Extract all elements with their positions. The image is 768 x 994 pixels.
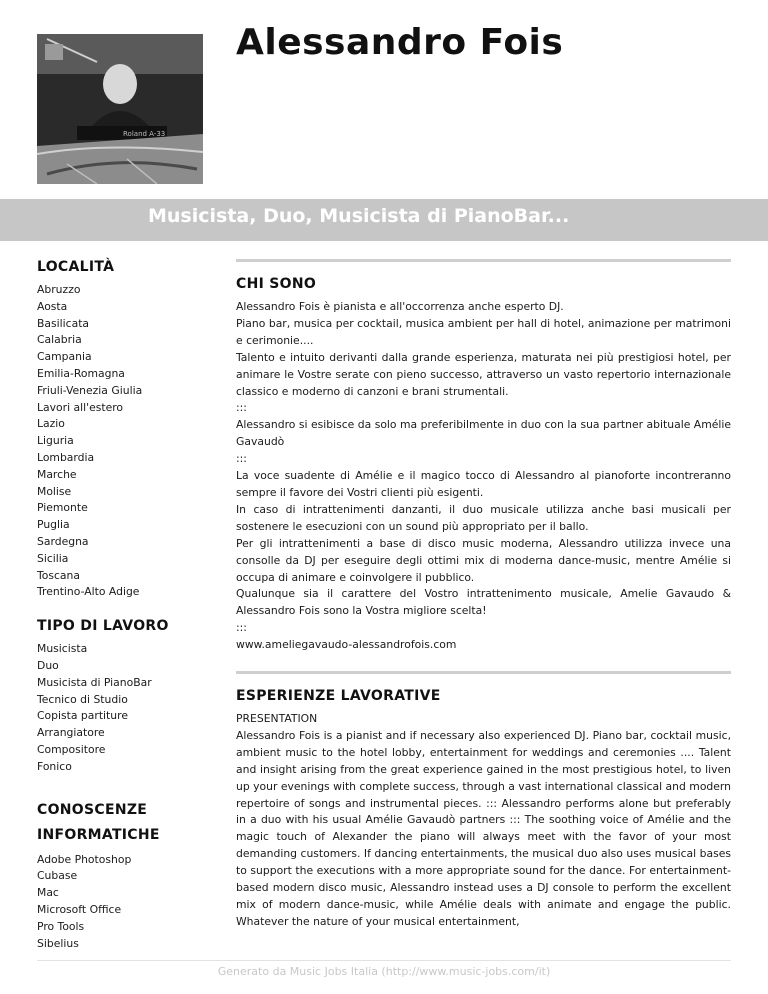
location-item: Aosta — [37, 299, 68, 313]
main-content — [236, 259, 731, 931]
location-item: Campania — [37, 350, 92, 364]
about-line: Qualunque sia il carattere del Vostro intrattenimento musicale, Amelie Gavaudo & Alessandro Fois sono la Vostra migliore scelta! — [236, 587, 731, 618]
location-heading: LOCALITÀ — [37, 259, 115, 275]
location-item: Sardegna — [37, 534, 89, 548]
about-line: Piano bar, musica per cocktail, musica ambient per hall di hotel, animazione per matrimoni e cerimonie.... — [236, 316, 731, 347]
location-list — [37, 282, 207, 601]
website-link[interactable]: www.ameliegavaudo-alessandrofois.com — [236, 638, 457, 652]
location-item: Marche — [37, 467, 77, 481]
job-type-heading: TIPO DI LAVORO — [37, 618, 169, 635]
it-skills-heading-line2: INFORMATICHE — [37, 826, 160, 843]
job-type-section — [37, 615, 207, 775]
it-skill-item: Cubase — [37, 869, 78, 883]
location-item: Liguria — [37, 434, 74, 448]
location-item: Lombardia — [37, 450, 95, 464]
job-type-item: Musicista di PianoBar — [37, 675, 152, 689]
section-divider — [236, 259, 731, 262]
location-item: Lavori all'estero — [37, 400, 124, 414]
profile-photo-image — [37, 34, 203, 184]
it-skill-item: Sibelius — [37, 936, 79, 950]
job-type-item: Fonico — [37, 759, 72, 773]
profile-photo — [37, 34, 203, 184]
about-line: ::: — [236, 452, 247, 466]
location-item: Abruzzo — [37, 283, 81, 296]
about-line: Alessandro Fois è pianista e all'occorrenza anche esperto DJ. — [236, 300, 564, 313]
location-item: Trentino-Alto Adige — [37, 585, 140, 599]
location-item: Basilicata — [37, 316, 90, 330]
keyboard-brand-label: Roland A-33 — [123, 130, 166, 138]
location-item: Sicilia — [37, 551, 69, 565]
location-section — [37, 256, 207, 601]
location-item: Puglia — [37, 518, 70, 532]
job-type-item: Duo — [37, 658, 59, 672]
location-item: Molise — [37, 484, 72, 498]
job-type-list — [37, 641, 207, 775]
about-line: Talento e intuito derivanti dalla grande esperienza, maturata nei più prestigiosi hotel, per animare le Vostre serate con pieno successo, attraverso un vasto repertorio internazionale classico e moderno di canzoni e brani strumentali. — [236, 350, 731, 398]
location-item: Calabria — [37, 333, 82, 347]
it-skill-item: Adobe Photoshop — [37, 852, 132, 866]
it-skills-section — [37, 798, 207, 953]
location-item: Friuli-Venezia Giulia — [37, 383, 143, 397]
profile-name: Alessandro Fois — [236, 22, 564, 63]
about-line: ::: — [236, 621, 247, 635]
job-type-item: Compositore — [37, 742, 106, 756]
section-divider — [236, 671, 731, 674]
sidebar — [37, 256, 207, 966]
it-skill-item: Mac — [37, 886, 59, 900]
location-item: Piemonte — [37, 501, 88, 515]
footer-text: Generato da Music Jobs Italia (http://www.music-jobs.com/it) — [217, 965, 551, 978]
job-type-item: Copista partiture — [37, 709, 128, 723]
footer-divider — [37, 960, 731, 961]
subtitle-banner — [0, 199, 768, 241]
job-type-item: Musicista — [37, 642, 88, 656]
experience-heading: ESPERIENZE LAVORATIVE — [236, 688, 441, 705]
it-skill-item: Pro Tools — [37, 919, 85, 933]
about-line: La voce suadente di Amélie e il magico tocco di Alessandro al pianoforte incontreranno sempre il favore dei Vostri clienti più esigenti. — [236, 469, 731, 499]
it-skills-list — [37, 852, 207, 953]
location-item: Lazio — [37, 417, 65, 431]
about-line: ::: — [236, 401, 247, 415]
about-heading: CHI SONO — [236, 276, 317, 292]
it-skill-item: Microsoft Office — [37, 902, 122, 916]
location-item: Toscana — [37, 568, 81, 582]
about-text — [236, 299, 731, 654]
experience-description: Alessandro Fois is a pianist and if necessary also experienced DJ. Piano bar, cocktail music, ambient music to the hotel lobby, entertainment for weddings and ceremonies .... Talent and insight arising from the great experience gained in the most prestigious hotel, to liven up your evenings with complete success, through a vast international classical and modern repertoire of songs and instrumental pieces. ::: Alessandro performs alone but preferably in a duo with his usual Amélie Gavaudò partners ::: The soothing voice of Amélie and the magic touch of Alexander the piano will always meet with the favor of your most demanding customers. If dancing entertainments, the musical duo also uses musical bases to support the executions with a more appropriate sound for the dance. For entertainment-based modern disco music, Alessandro instead uses a DJ console to perform the excellent mix of modern dance-music, while Amélie deals with animate and engage the public. Whatever the nature of your musical entertainment, — [236, 728, 732, 928]
it-skills-heading-line1: CONOSCENZE — [37, 801, 148, 818]
job-type-item: Tecnico di Studio — [37, 692, 128, 706]
about-line: Per gli intrattenimenti a base di disco music moderna, Alessandro utilizza invece una consolle da DJ per eseguire degli ottimi mix di moderna dance-music, mentre Amélie si occupa di animare e coinvolgere il pubblico. — [236, 536, 731, 584]
it-skills-heading — [37, 798, 207, 848]
subtitle-text: Musicista, Duo, Musicista di PianoBar... — [148, 205, 570, 227]
experience-label: PRESENTATION — [236, 712, 318, 726]
about-line: In caso di intrattenimenti danzanti, il duo musicale utilizza anche basi musicali per sostenere le esecuzioni con un sound più appropriato per il ballo. — [236, 502, 731, 533]
location-item: Emilia-Romagna — [37, 366, 125, 380]
about-line: Alessandro si esibisce da solo ma preferibilmente in duo con la sua partner abituale Amélie Gavaudò — [236, 418, 731, 449]
job-type-item: Arrangiatore — [37, 726, 105, 740]
experience-text — [236, 711, 731, 931]
